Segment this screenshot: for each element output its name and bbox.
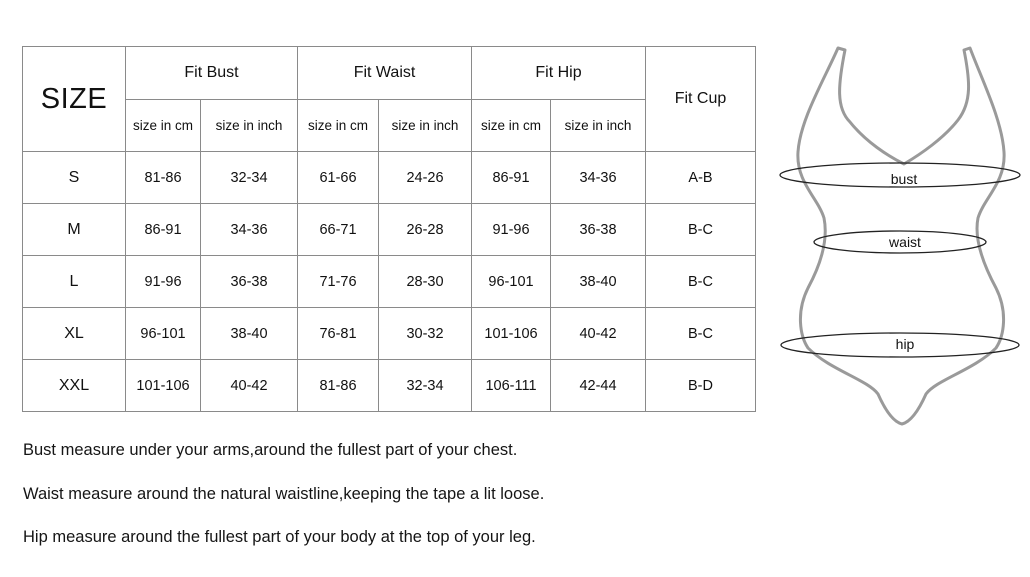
fit-bust-header: Fit Bust (126, 47, 298, 100)
hip-inch-cell: 42-44 (551, 360, 646, 412)
hip-cm-cell: 91-96 (472, 204, 551, 256)
bust-cm-cell: 86-91 (126, 204, 201, 256)
hip-inch-cell: 34-36 (551, 152, 646, 204)
waist-cm-header: size in cm (298, 100, 379, 152)
table-row (23, 308, 756, 360)
waist-inch-cell: 26-28 (379, 204, 472, 256)
bust-inch-cell: 36-38 (201, 256, 298, 308)
waist-cm-cell: 71-76 (298, 256, 379, 308)
size-cell: L (23, 256, 126, 308)
cup-cell: B-C (646, 256, 756, 308)
fit-waist-header: Fit Waist (298, 47, 472, 100)
bust-label: bust (890, 171, 918, 187)
hip-cm-header: size in cm (472, 100, 551, 152)
cup-cell: B-C (646, 308, 756, 360)
bust-inch-cell: 40-42 (201, 360, 298, 412)
size-header: SIZE (23, 47, 126, 152)
hip-inch-header: size in inch (551, 100, 646, 152)
bust-inch-cell: 32-34 (201, 152, 298, 204)
table-row (23, 360, 756, 412)
bust-cm-cell: 91-96 (126, 256, 201, 308)
hip-cm-cell: 106-111 (472, 360, 551, 412)
waist-inch-cell: 28-30 (379, 256, 472, 308)
hip-inch-cell: 38-40 (551, 256, 646, 308)
bust-cm-cell: 101-106 (126, 360, 201, 412)
size-cell: S (23, 152, 126, 204)
hip-inch-cell: 36-38 (551, 204, 646, 256)
bust-cm-cell: 96-101 (126, 308, 201, 360)
size-cell: M (23, 204, 126, 256)
waist-inch-cell: 30-32 (379, 308, 472, 360)
waist-inch-cell: 24-26 (379, 152, 472, 204)
waist-inch-header: size in inch (379, 100, 472, 152)
waist-note: Waist measure around the natural waistline,keeping the tape a lit loose. (23, 484, 545, 503)
hip-cm-cell: 96-101 (472, 256, 551, 308)
hip-note: Hip measure around the fullest part of your body at the top of your leg. (23, 528, 536, 546)
table-row (23, 152, 756, 204)
hip-cm-cell: 101-106 (472, 308, 551, 360)
bust-inch-cell: 38-40 (201, 308, 298, 360)
cup-cell: B-D (646, 360, 756, 412)
waist-cm-cell: 66-71 (298, 204, 379, 256)
bust-inch-cell: 34-36 (201, 204, 298, 256)
waist-cm-cell: 76-81 (298, 308, 379, 360)
waist-label: waist (889, 234, 921, 250)
size-cell: XL (23, 308, 126, 360)
hip-inch-cell: 40-42 (551, 308, 646, 360)
size-cell: XXL (23, 360, 126, 412)
fit-hip-header: Fit Hip (472, 47, 646, 100)
hip-label: hip (895, 336, 915, 352)
bust-note: Bust measure under your arms,around the fullest part of your chest. (23, 441, 518, 459)
bust-inch-header: size in inch (201, 100, 298, 152)
size-chart-table (22, 46, 756, 412)
measurement-notes (23, 438, 544, 569)
cup-cell: A-B (646, 152, 756, 204)
bust-cm-cell: 81-86 (126, 152, 201, 204)
table-row (23, 204, 756, 256)
swimsuit-figure (776, 40, 1026, 432)
waist-cm-cell: 81-86 (298, 360, 379, 412)
bust-cm-header: size in cm (126, 100, 201, 152)
fit-cup-header: Fit Cup (646, 47, 756, 152)
hip-cm-cell: 86-91 (472, 152, 551, 204)
waist-inch-cell: 32-34 (379, 360, 472, 412)
cup-cell: B-C (646, 204, 756, 256)
table-row (23, 256, 756, 308)
waist-cm-cell: 61-66 (298, 152, 379, 204)
